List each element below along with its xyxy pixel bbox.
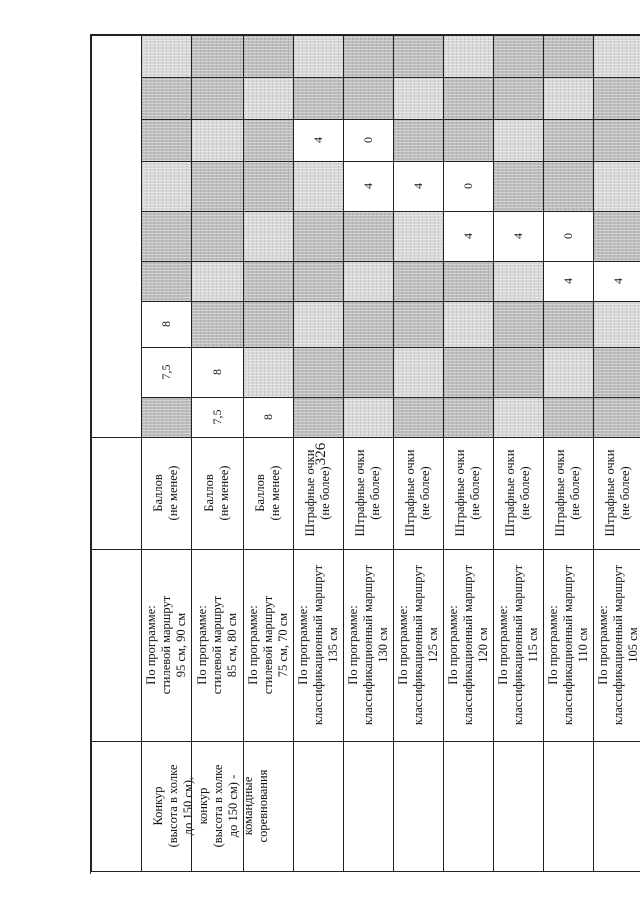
table-rule-horizontal	[141, 301, 640, 302]
event-cell: Конкур (высота в холке до 150 см), конкур (высота в холке до 150 см) - командные соревнования	[151, 764, 270, 848]
shaded-cell	[244, 36, 293, 77]
program-cell: По программе: стилевой маршрут 75 см, 70 см	[245, 595, 290, 695]
norm-value: 0	[560, 233, 575, 239]
norm-value: 8	[158, 321, 173, 327]
shaded-cell	[142, 212, 191, 261]
shaded-cell	[394, 302, 443, 347]
shaded-cell	[544, 398, 593, 437]
norm-value: 4	[460, 233, 475, 239]
norm-value: 4	[610, 278, 625, 284]
shaded-cell	[344, 78, 393, 119]
shaded-cell	[244, 78, 293, 119]
shaded-cell	[244, 162, 293, 211]
shaded-cell	[494, 120, 543, 161]
table-rule-horizontal	[141, 211, 640, 212]
metric-cell: Штрафные очки (не более)	[503, 449, 532, 537]
shaded-cell	[594, 348, 640, 397]
shaded-cell	[394, 78, 443, 119]
metric-cell: Баллов (не менее)	[202, 465, 231, 521]
shaded-cell	[544, 78, 593, 119]
metric-cell: Штрафные очки (не более)	[353, 449, 382, 537]
table-rule-horizontal	[91, 741, 640, 742]
norm-value: 4	[410, 183, 425, 189]
shaded-cell	[294, 398, 343, 437]
table-rule-horizontal	[141, 77, 640, 78]
norm-value: 7,5	[158, 364, 173, 380]
shaded-cell	[594, 36, 640, 77]
shaded-cell	[294, 78, 343, 119]
table-rule-horizontal	[141, 161, 640, 162]
shaded-cell	[344, 348, 393, 397]
table-rule-horizontal	[141, 347, 640, 348]
shaded-cell	[444, 302, 493, 347]
shaded-cell	[294, 162, 343, 211]
shaded-cell	[394, 36, 443, 77]
norm-value: 8	[260, 414, 275, 420]
shaded-cell	[244, 120, 293, 161]
shaded-cell	[294, 302, 343, 347]
program-cell: По программе: стилевой маршрут 95 см, 90 см	[143, 595, 188, 695]
page-number: 326	[313, 442, 329, 466]
table-rule-vertical	[91, 35, 92, 871]
shaded-cell	[244, 262, 293, 301]
shaded-cell	[544, 162, 593, 211]
shaded-cell	[294, 348, 343, 397]
shaded-cell	[344, 212, 393, 261]
shaded-cell	[192, 120, 243, 161]
norm-value: 4	[360, 183, 375, 189]
shaded-cell	[544, 302, 593, 347]
metric-cell: Штрафные очки (не более)	[303, 449, 332, 537]
metric-cell: Штрафные очки (не более)	[403, 449, 432, 537]
shaded-cell	[394, 262, 443, 301]
table-rule-horizontal	[91, 35, 640, 36]
shaded-cell	[494, 78, 543, 119]
metric-cell: Баллов (не менее)	[253, 465, 282, 521]
norm-value: 4	[510, 233, 525, 239]
shaded-cell	[294, 36, 343, 77]
shaded-cell	[594, 78, 640, 119]
shaded-cell	[142, 36, 191, 77]
program-cell: По программе: классификационный маршрут 125 см	[395, 564, 440, 726]
program-cell: По программе: классификационный маршрут 130 см	[345, 564, 390, 726]
standards-table	[90, 34, 640, 874]
shaded-cell	[244, 348, 293, 397]
shaded-cell	[594, 302, 640, 347]
shaded-cell	[294, 212, 343, 261]
program-cell: По программе: классификационный маршрут 110 см	[545, 564, 590, 726]
shaded-cell	[142, 262, 191, 301]
shaded-cell	[444, 348, 493, 397]
shaded-cell	[192, 212, 243, 261]
table-rule-horizontal	[141, 397, 640, 398]
norm-value: 8	[209, 369, 224, 375]
shaded-cell	[394, 212, 443, 261]
metric-cell: Штрафные очки (не более)	[603, 449, 632, 537]
shaded-cell	[494, 262, 543, 301]
shaded-cell	[494, 302, 543, 347]
shaded-cell	[544, 36, 593, 77]
shaded-cell	[192, 262, 243, 301]
norm-value: 4	[310, 137, 325, 143]
program-cell: По программе: классификационный маршрут 135 см	[295, 564, 340, 726]
metric-cell: Штрафные очки (не более)	[453, 449, 482, 537]
shaded-cell	[244, 212, 293, 261]
metric-cell: Баллов (не менее)	[151, 465, 180, 521]
shaded-cell	[594, 120, 640, 161]
shaded-cell	[294, 262, 343, 301]
table-rule-horizontal	[91, 437, 640, 438]
shaded-cell	[544, 120, 593, 161]
norm-value: 0	[460, 183, 475, 189]
shaded-cell	[494, 162, 543, 211]
shaded-cell	[344, 302, 393, 347]
table-rule-horizontal	[141, 119, 640, 120]
shaded-cell	[142, 120, 191, 161]
shaded-cell	[494, 36, 543, 77]
shaded-cell	[444, 262, 493, 301]
shaded-cell	[344, 36, 393, 77]
shaded-cell	[444, 36, 493, 77]
shaded-cell	[192, 78, 243, 119]
shaded-cell	[594, 162, 640, 211]
program-cell: По программе: стилевой маршрут 85 см, 80 см	[194, 595, 239, 695]
table-rule-horizontal	[141, 261, 640, 262]
shaded-cell	[142, 398, 191, 437]
program-cell: По программе: классификационный маршрут 115 см	[495, 564, 540, 726]
shaded-cell	[544, 348, 593, 397]
shaded-cell	[394, 120, 443, 161]
shaded-cell	[394, 348, 443, 397]
program-cell: По программе: классификационный маршрут 120 см	[445, 564, 490, 726]
shaded-cell	[444, 120, 493, 161]
shaded-cell	[344, 262, 393, 301]
shaded-cell	[192, 162, 243, 211]
shaded-cell	[142, 78, 191, 119]
shaded-cell	[444, 78, 493, 119]
shaded-cell	[394, 398, 443, 437]
shaded-cell	[142, 162, 191, 211]
shaded-cell	[192, 36, 243, 77]
shaded-cell	[192, 302, 243, 347]
shaded-cell	[594, 212, 640, 261]
norm-value: 0	[360, 137, 375, 143]
shaded-cell	[244, 302, 293, 347]
program-cell: По программе: классификационный маршрут 105 см	[595, 564, 640, 726]
table-rule-horizontal	[91, 871, 640, 872]
metric-cell: Штрафные очки (не более)	[553, 449, 582, 537]
shaded-cell	[444, 398, 493, 437]
shaded-cell	[494, 398, 543, 437]
norm-value: 4	[560, 278, 575, 284]
norm-value: 7,5	[209, 409, 224, 425]
shaded-cell	[494, 348, 543, 397]
shaded-cell	[344, 398, 393, 437]
shaded-cell	[594, 398, 640, 437]
table-rule-horizontal	[91, 549, 640, 550]
